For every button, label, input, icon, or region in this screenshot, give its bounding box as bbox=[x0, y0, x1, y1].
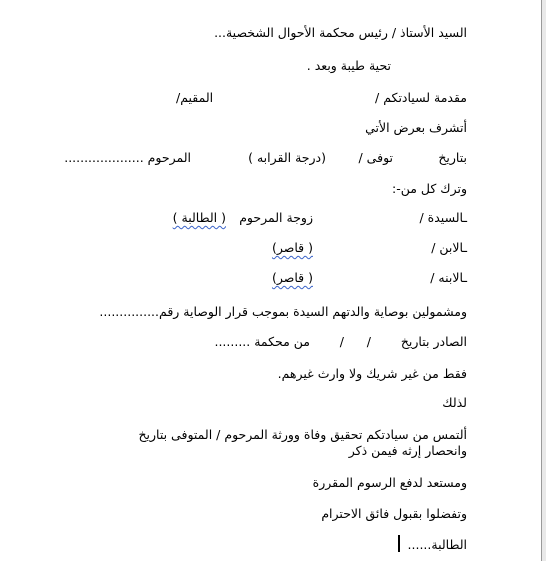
issued-court: من محكمة ......... bbox=[214, 334, 310, 349]
salutation: تحية طيبة وبعد . bbox=[306, 58, 391, 73]
death-died-label: توفى / bbox=[358, 150, 393, 165]
closing-line: وتفضلوا بقبول فائق الاحترام bbox=[321, 506, 467, 521]
submitted-by-label: مقدمة لسيادتكم / bbox=[375, 90, 467, 105]
heir-status: ( قاصر) bbox=[271, 240, 313, 255]
intro-line: أتشرف بعرض الأتي bbox=[365, 120, 467, 135]
heir-relation: زوجة المرحوم bbox=[239, 210, 313, 225]
heir-name: ـالابنه / bbox=[430, 270, 467, 285]
left-heirs-label: وترك كل من-: bbox=[391, 181, 467, 196]
death-deceased: المرحوم .................... bbox=[64, 150, 191, 165]
issued-separator: / bbox=[339, 334, 344, 349]
heir-name: ـالابن / bbox=[431, 240, 467, 255]
issued-label: الصادر بتاريخ bbox=[400, 334, 467, 349]
death-kinship: (درجة القرابه ) bbox=[248, 150, 326, 165]
resident-label: المقيم/ bbox=[176, 90, 214, 105]
page-edge-shadow bbox=[542, 0, 546, 561]
request-paragraph: ألتمس من سيادتكم تحقيق وفاة وورثة المرحوم / المتوفى بتاريخ وانحصار إرثه فيمن ذكر bbox=[138, 427, 467, 458]
page-edge bbox=[541, 0, 542, 561]
heir-status: ( الطالبة ) bbox=[172, 210, 226, 225]
heir-status: ( قاصر) bbox=[271, 270, 313, 285]
sole-heirs-line: فقط من غير شريك ولا وارث غيرهم. bbox=[277, 366, 467, 381]
signature-label: الطالبة...... bbox=[407, 537, 467, 552]
issued-separator: / bbox=[366, 334, 371, 349]
greeting-line: السيد الأستاذ / رئيس محكمة الأحوال الشخصية... bbox=[214, 25, 467, 40]
heir-name: ـالسيدة / bbox=[419, 210, 467, 225]
therefore-line: لذلك bbox=[442, 395, 467, 410]
death-date-label: بتاريخ bbox=[438, 150, 467, 165]
fees-line: ومستعد لدفع الرسوم المقررة bbox=[312, 475, 467, 490]
text-cursor bbox=[398, 535, 400, 552]
guardianship-line: ومشمولين بوصاية والدتهم السيدة بموجب قرار الوصاية رقم............... bbox=[99, 304, 467, 319]
